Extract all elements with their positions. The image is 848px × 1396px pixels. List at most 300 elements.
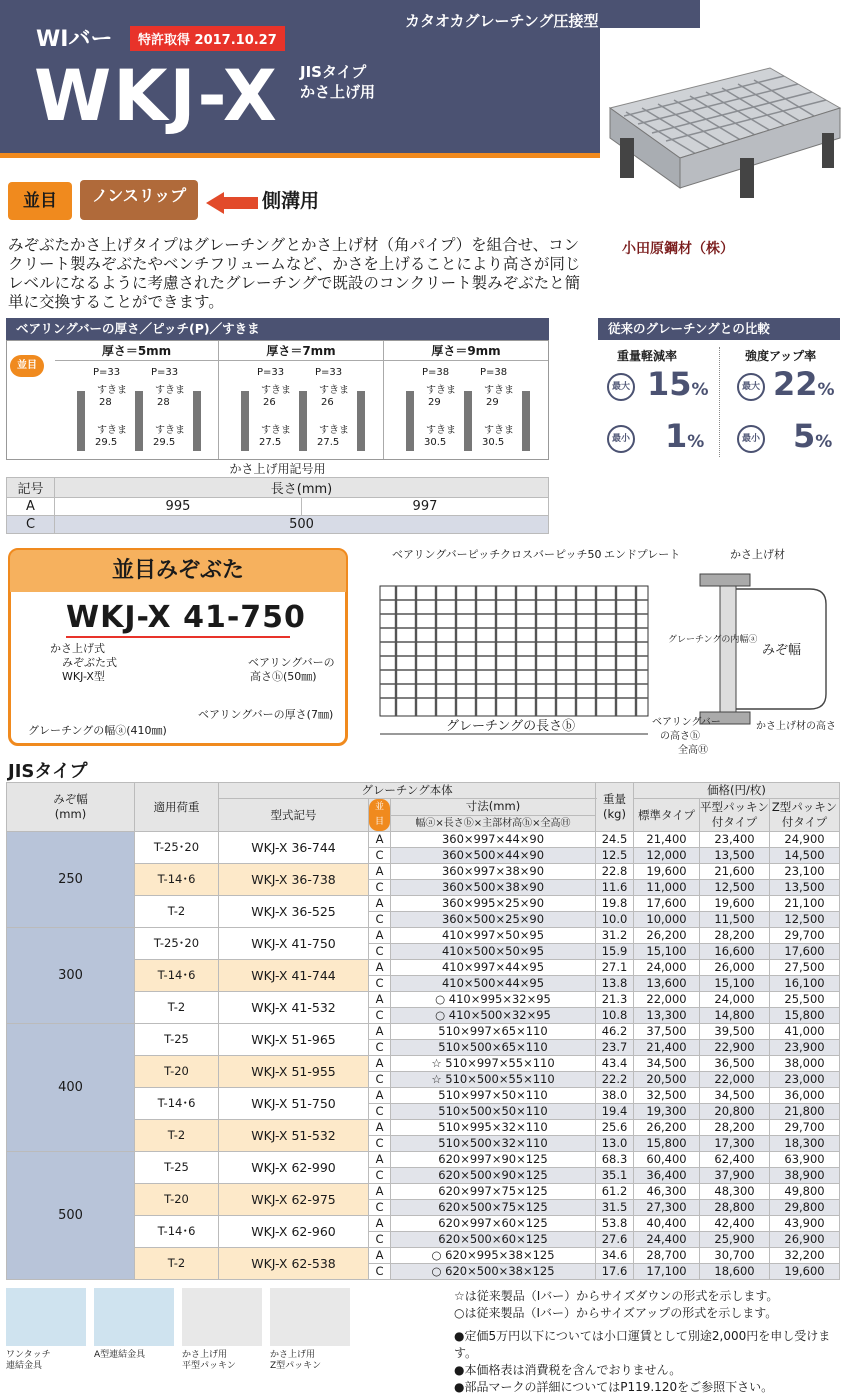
price-std-cell: 21,400	[634, 1040, 700, 1056]
price-flat-cell: 19,600	[700, 896, 770, 912]
card-annotation: グレーチングの幅ⓐ(410㎜)	[28, 724, 167, 737]
price-z-cell: 63,900	[770, 1152, 840, 1168]
weight-cell: 68.3	[596, 1152, 634, 1168]
pitch-label: P=38	[480, 367, 508, 378]
price-z-cell: 38,900	[770, 1168, 840, 1184]
card-annotation: 高さⓗ(50㎜)	[250, 670, 317, 683]
weight-max-value: 15	[647, 365, 692, 403]
price-z-cell: 21,100	[770, 896, 840, 912]
dim-cell: ○ 620×500×38×125	[391, 1264, 596, 1280]
model-cell: WKJ-X 62-960	[219, 1216, 369, 1248]
dim-cell: 510×997×65×110	[391, 1024, 596, 1040]
bearing-col-head: 厚さ＝7mm	[219, 341, 383, 361]
load-cell: T-2	[135, 992, 219, 1024]
load-cell: T-25･20	[135, 832, 219, 864]
price-std-cell: 24,400	[634, 1232, 700, 1248]
price-std-cell: 15,100	[634, 944, 700, 960]
namime-pill: 並目	[369, 799, 390, 831]
price-z-cell: 23,100	[770, 864, 840, 880]
col-weight-head: 重量 (kg)	[596, 783, 634, 832]
gap-value: 29.5	[153, 437, 176, 448]
pitch-label: P=33	[315, 367, 343, 378]
price-std-cell: 24,000	[634, 960, 700, 976]
product-photo	[600, 28, 848, 233]
divider	[719, 347, 720, 457]
model-cell: WKJ-X 51-532	[219, 1120, 369, 1152]
length-code-cell: C	[369, 976, 391, 992]
technical-drawing	[370, 544, 848, 759]
raise-length: 997	[301, 498, 548, 516]
gap-label: すきま	[155, 425, 185, 436]
model-cell: WKJ-X 62-538	[219, 1248, 369, 1280]
width-cell: 300	[7, 928, 135, 1024]
price-flat-cell: 42,400	[700, 1216, 770, 1232]
length-code-cell: A	[369, 832, 391, 848]
bearing-col-5mm	[55, 341, 219, 459]
weight-cell: 15.9	[596, 944, 634, 960]
drawing-label: ベアリングバーピッチ	[392, 548, 501, 561]
weight-cell: 24.5	[596, 832, 634, 848]
model-cell: WKJ-X 51-955	[219, 1056, 369, 1088]
length-code-cell: A	[369, 1216, 391, 1232]
price-z-cell: 13,500	[770, 880, 840, 896]
price-z-cell: 25,500	[770, 992, 840, 1008]
length-code-cell: A	[369, 960, 391, 976]
length-code-cell: A	[369, 1152, 391, 1168]
strength-max	[773, 365, 835, 403]
drawing-label: エンドプレート	[604, 548, 681, 561]
raise-code: C	[7, 516, 55, 534]
strength-min-value: 5	[793, 417, 816, 455]
weight-cell: 13.8	[596, 976, 634, 992]
dim-cell: 360×997×44×90	[391, 832, 596, 848]
weight-cell: 35.1	[596, 1168, 634, 1184]
drawing-label: みぞ幅	[762, 643, 802, 658]
length-code-cell: C	[369, 1264, 391, 1280]
raise-code: A	[7, 498, 55, 516]
price-flat-cell: 22,000	[700, 1072, 770, 1088]
load-cell: T-2	[135, 896, 219, 928]
price-flat-cell: 11,500	[700, 912, 770, 928]
bar-profile	[357, 391, 365, 451]
raise-code-table	[6, 460, 549, 534]
model-cell: WKJ-X 51-965	[219, 1024, 369, 1056]
drawing-label: かさ上げ材の高さ	[756, 721, 836, 732]
compare-title: 従来のグレーチングとの比較	[598, 318, 840, 340]
drawing-label: ベアリングバー	[652, 717, 721, 728]
weight-cell: 25.6	[596, 1120, 634, 1136]
gap-value: 29.5	[95, 437, 118, 448]
price-flat-cell: 62,400	[700, 1152, 770, 1168]
dim-cell: 410×500×44×95	[391, 976, 596, 992]
dim-cell: ○ 410×995×32×95	[391, 992, 596, 1008]
type-label: JISタイプ かさ上げ用	[300, 63, 376, 101]
note: ☆は従来製品（Iバー）からサイズダウンの形式を示します。	[454, 1289, 779, 1303]
price-flat-cell: 13,500	[700, 848, 770, 864]
thumb-caption: A型連結金具	[94, 1350, 146, 1360]
model-cell: WKJ-X 62-990	[219, 1152, 369, 1184]
price-flat-cell: 48,300	[700, 1184, 770, 1200]
price-z-cell: 19,600	[770, 1264, 840, 1280]
weight-cell: 23.7	[596, 1040, 634, 1056]
note: ●本価格表は消費税を含んでおりません。	[454, 1363, 682, 1377]
card-model: WKJ-X 41-750	[66, 600, 306, 635]
gap-label: すきま	[426, 425, 456, 436]
price-z-cell: 43,900	[770, 1216, 840, 1232]
gap-value: 28	[157, 397, 170, 408]
thumb-caption: かさ上げ用 Z型パッキン	[270, 1350, 322, 1371]
thumb-caption: ワンタッチ 連結金具	[6, 1350, 51, 1371]
drawing-label: グレーチングの長さⓑ	[446, 719, 576, 734]
dim-cell: ○ 620×995×38×125	[391, 1248, 596, 1264]
weight-cell: 10.8	[596, 1008, 634, 1024]
strength-label: 強度アップ率	[745, 349, 817, 363]
tag-namime: 並目	[8, 182, 72, 220]
weight-cell: 34.6	[596, 1248, 634, 1264]
gap-label: すきま	[484, 425, 514, 436]
col-z-head: Z型パッキン付タイプ	[770, 799, 840, 832]
bar-profile	[135, 391, 143, 451]
length-code-cell: C	[369, 1168, 391, 1184]
thumb-image	[270, 1288, 350, 1346]
dim-cell: ☆ 510×997×55×110	[391, 1056, 596, 1072]
price-flat-cell: 21,600	[700, 864, 770, 880]
price-std-cell: 17,600	[634, 896, 700, 912]
thumb-image	[94, 1288, 174, 1346]
price-flat-cell: 36,500	[700, 1056, 770, 1072]
price-std-cell: 12,000	[634, 848, 700, 864]
model-cell: WKJ-X 62-975	[219, 1184, 369, 1216]
gap-label: すきま	[97, 425, 127, 436]
length-code-cell: C	[369, 880, 391, 896]
note: ○は従来製品（Iバー）からサイズアップの形式を示します。	[454, 1306, 778, 1320]
price-std-cell: 21,400	[634, 832, 700, 848]
price-z-cell: 16,100	[770, 976, 840, 992]
width-cell: 500	[7, 1152, 135, 1280]
card-annotation: みぞぶた式	[62, 656, 117, 669]
price-flat-cell: 28,200	[700, 1120, 770, 1136]
col-price-head: 価格(円/枚)	[634, 783, 840, 799]
percent: %	[815, 432, 833, 452]
bearing-col-9mm	[384, 341, 548, 459]
price-std-cell: 26,200	[634, 1120, 700, 1136]
price-std-cell: 19,600	[634, 864, 700, 880]
price-z-cell: 18,300	[770, 1136, 840, 1152]
price-std-cell: 22,000	[634, 992, 700, 1008]
dim-cell: 510×500×65×110	[391, 1040, 596, 1056]
col-dim-sub: 幅ⓐ×長さⓑ×主部材高ⓗ×全高Ⓗ	[391, 815, 596, 832]
gap-label: すきま	[426, 385, 456, 396]
strength-min	[793, 417, 832, 455]
price-flat-cell: 28,800	[700, 1200, 770, 1216]
load-cell: T-14･6	[135, 864, 219, 896]
card-title: 並目みぞぶた	[10, 550, 346, 592]
gap-label: すきま	[97, 385, 127, 396]
price-flat-cell: 39,500	[700, 1024, 770, 1040]
price-z-cell: 14,500	[770, 848, 840, 864]
dim-cell: 410×997×44×95	[391, 960, 596, 976]
thumb-image	[6, 1288, 86, 1346]
price-std-cell: 60,400	[634, 1152, 700, 1168]
price-z-cell: 49,800	[770, 1184, 840, 1200]
model-cell: WKJ-X 51-750	[219, 1088, 369, 1120]
length-code-cell: C	[369, 1040, 391, 1056]
load-cell: T-25･20	[135, 928, 219, 960]
dim-cell: 510×500×32×110	[391, 1136, 596, 1152]
load-cell: T-14･6	[135, 960, 219, 992]
card-annotation: ベアリングバーの	[248, 656, 335, 669]
length-code-cell: A	[369, 1120, 391, 1136]
weight-cell: 38.0	[596, 1088, 634, 1104]
dim-cell: 620×500×60×125	[391, 1232, 596, 1248]
raise-code-h2: 長さ(mm)	[55, 478, 549, 498]
price-flat-cell: 25,900	[700, 1232, 770, 1248]
price-table	[6, 782, 840, 1280]
price-flat-cell: 34,500	[700, 1088, 770, 1104]
col-flat-head: 平型パッキン付タイプ	[700, 799, 770, 832]
dim-cell: 510×997×50×110	[391, 1088, 596, 1104]
thumb-image	[182, 1288, 262, 1346]
dim-cell: 620×997×60×125	[391, 1216, 596, 1232]
weight-cell: 19.8	[596, 896, 634, 912]
price-std-cell: 13,600	[634, 976, 700, 992]
gap-value: 29	[486, 397, 499, 408]
length-code-cell: A	[369, 992, 391, 1008]
price-std-cell: 27,300	[634, 1200, 700, 1216]
raise-code-title: かさ上げ用記号用	[229, 462, 326, 476]
dim-cell: 620×500×90×125	[391, 1168, 596, 1184]
card-annotation: かさ上げ式	[50, 642, 105, 655]
dim-cell: 620×997×75×125	[391, 1184, 596, 1200]
price-z-cell: 23,000	[770, 1072, 840, 1088]
length-code-cell: A	[369, 864, 391, 880]
col-body-head: グレーチング本体	[219, 783, 596, 799]
price-std-cell: 20,500	[634, 1072, 700, 1088]
price-std-cell: 32,500	[634, 1088, 700, 1104]
table-row	[7, 928, 840, 944]
price-z-cell: 36,000	[770, 1088, 840, 1104]
col-dim-head: 寸法(mm)	[391, 799, 596, 816]
card-annotation: ベアリングバーの厚さ(7㎜)	[198, 708, 334, 721]
price-z-cell: 17,600	[770, 944, 840, 960]
price-flat-cell: 24,000	[700, 992, 770, 1008]
weight-cell: 27.1	[596, 960, 634, 976]
length-code-cell: C	[369, 1136, 391, 1152]
price-std-cell: 34,500	[634, 1056, 700, 1072]
dim-cell: 360×997×38×90	[391, 864, 596, 880]
dim-cell: 620×997×90×125	[391, 1152, 596, 1168]
gap-value: 26	[321, 397, 334, 408]
bearing-col-head: 厚さ＝9mm	[384, 341, 548, 361]
col-std-head: 標準タイプ	[634, 799, 700, 832]
namime-pill: 並目	[10, 355, 44, 377]
pitch-label: P=33	[257, 367, 285, 378]
price-z-cell: 32,200	[770, 1248, 840, 1264]
col-width-head: みぞ幅 (mm)	[7, 783, 135, 832]
table-row	[7, 1152, 840, 1168]
price-std-cell: 26,200	[634, 928, 700, 944]
weight-cell: 61.2	[596, 1184, 634, 1200]
card-annotation: WKJ-X型	[62, 670, 105, 683]
bar-profile	[464, 391, 472, 451]
price-flat-cell: 18,600	[700, 1264, 770, 1280]
col-model-head: 型式記号	[219, 799, 369, 832]
weight-cell: 12.5	[596, 848, 634, 864]
length-code-cell: C	[369, 1200, 391, 1216]
gap-value: 27.5	[317, 437, 340, 448]
compare-panel	[598, 340, 840, 460]
gap-label: すきま	[155, 385, 185, 396]
raise-code-h1: 記号	[7, 478, 55, 498]
intro-text: みぞぶたかさ上げタイプはグレーチングとかさ上げ材（角パイプ）を組合せ、コンクリート製みぞぶたやベンチフリュームなど、かさを上げることにより高さが同じレベルになるように考慮されたグレーチングで既設のコンクリート製みぞぶたと簡単に交換することができます。	[8, 236, 581, 311]
length-code-cell: A	[369, 1184, 391, 1200]
price-flat-cell: 14,800	[700, 1008, 770, 1024]
price-flat-cell: 15,100	[700, 976, 770, 992]
weight-cell: 11.6	[596, 880, 634, 896]
price-z-cell: 29,700	[770, 1120, 840, 1136]
weight-cell: 31.2	[596, 928, 634, 944]
jis-section-title: JISタイプ	[8, 761, 88, 782]
bearing-col-head: 厚さ＝5mm	[55, 341, 218, 361]
bar-profile	[241, 391, 249, 451]
model-underline	[66, 636, 290, 638]
model-cell: WKJ-X 41-532	[219, 992, 369, 1024]
bar-profile	[522, 391, 530, 451]
length-code-cell: C	[369, 1008, 391, 1024]
weight-cell: 27.6	[596, 1232, 634, 1248]
bar-profile	[406, 391, 414, 451]
model-cell: WKJ-X 41-750	[219, 928, 369, 960]
price-z-cell: 29,700	[770, 928, 840, 944]
pitch-label: P=38	[422, 367, 450, 378]
drawing-label: かさ上げ材	[730, 548, 785, 561]
price-z-cell: 15,800	[770, 1008, 840, 1024]
table-row	[7, 832, 840, 848]
gap-label: すきま	[484, 385, 514, 396]
price-std-cell: 36,400	[634, 1168, 700, 1184]
drawing-label: グレーチングの内幅ⓐ	[668, 635, 758, 645]
price-table-body	[7, 832, 840, 1280]
price-flat-cell: 23,400	[700, 832, 770, 848]
length-code-cell: C	[369, 944, 391, 960]
weight-cell: 53.8	[596, 1216, 634, 1232]
weight-cell: 13.0	[596, 1136, 634, 1152]
price-z-cell: 24,900	[770, 832, 840, 848]
price-std-cell: 46,300	[634, 1184, 700, 1200]
weight-cell: 17.6	[596, 1264, 634, 1280]
weight-cell: 31.5	[596, 1200, 634, 1216]
length-code-cell: C	[369, 1232, 391, 1248]
col-load-head: 適用荷重	[135, 783, 219, 832]
gap-value: 26	[263, 397, 276, 408]
bar-profile	[299, 391, 307, 451]
load-cell: T-14･6	[135, 1216, 219, 1248]
arrow-shaft	[222, 197, 258, 209]
pitch-label: P=33	[151, 367, 179, 378]
gap-value: 27.5	[259, 437, 282, 448]
pitch-label: P=33	[93, 367, 121, 378]
price-std-cell: 40,400	[634, 1216, 700, 1232]
price-std-cell: 37,500	[634, 1024, 700, 1040]
table-row	[7, 1024, 840, 1040]
price-flat-cell: 16,600	[700, 944, 770, 960]
length-code-cell: A	[369, 896, 391, 912]
price-std-cell: 11,000	[634, 880, 700, 896]
load-cell: T-20	[135, 1184, 219, 1216]
max-badge: 最大	[737, 373, 765, 401]
percent: %	[817, 380, 835, 400]
load-cell: T-2	[135, 1248, 219, 1280]
price-std-cell: 13,300	[634, 1008, 700, 1024]
percent: %	[691, 380, 709, 400]
weight-max	[647, 365, 709, 403]
gap-value: 30.5	[482, 437, 505, 448]
length-code-cell: C	[369, 1072, 391, 1088]
subtitle: カタオカグレーチング圧接型	[405, 12, 599, 30]
length-code-cell: A	[369, 1056, 391, 1072]
price-z-cell: 26,900	[770, 1232, 840, 1248]
min-badge: 最小	[607, 425, 635, 453]
thumb-caption: かさ上げ用 平型パッキン	[182, 1350, 236, 1371]
length-code-cell: C	[369, 848, 391, 864]
weight-cell: 10.0	[596, 912, 634, 928]
weight-min-value: 1	[665, 417, 688, 455]
length-code-cell: A	[369, 1024, 391, 1040]
price-z-cell: 27,500	[770, 960, 840, 976]
load-cell: T-14･6	[135, 1088, 219, 1120]
tag-nonslip: ノンスリップ	[80, 180, 198, 220]
length-code-cell: A	[369, 928, 391, 944]
price-z-cell: 12,500	[770, 912, 840, 928]
drawing-label: 全高Ⓗ	[678, 745, 708, 756]
price-std-cell: 15,800	[634, 1136, 700, 1152]
patent-badge: 特許取得 2017.10.27	[130, 26, 285, 51]
price-flat-cell: 37,900	[700, 1168, 770, 1184]
model-cell: WKJ-X 36-744	[219, 832, 369, 864]
bar-profile	[193, 391, 201, 451]
width-cell: 250	[7, 832, 135, 928]
model-cell: WKJ-X 36-525	[219, 896, 369, 928]
weight-cell: 22.2	[596, 1072, 634, 1088]
price-flat-cell: 20,800	[700, 1104, 770, 1120]
load-cell: T-20	[135, 1056, 219, 1088]
bearing-col-7mm	[219, 341, 384, 459]
gap-label: すきま	[319, 385, 349, 396]
price-z-cell: 23,900	[770, 1040, 840, 1056]
parts-thumbnails	[6, 1288, 376, 1373]
model-cell: WKJ-X 36-738	[219, 864, 369, 896]
weight-cell: 43.4	[596, 1056, 634, 1072]
gap-value: 30.5	[424, 437, 447, 448]
dim-cell: 360×500×25×90	[391, 912, 596, 928]
price-flat-cell: 17,300	[700, 1136, 770, 1152]
strength-max-value: 22	[773, 365, 818, 403]
notes	[454, 1288, 844, 1396]
price-std-cell: 17,100	[634, 1264, 700, 1280]
series-label: WIバー	[36, 27, 113, 52]
price-std-cell: 10,000	[634, 912, 700, 928]
price-flat-cell: 30,700	[700, 1248, 770, 1264]
drawing-label: クロスバーピッチ50	[500, 548, 602, 561]
load-cell: T-2	[135, 1120, 219, 1152]
price-flat-cell: 28,200	[700, 928, 770, 944]
dim-cell: 410×500×50×95	[391, 944, 596, 960]
price-z-cell: 29,800	[770, 1200, 840, 1216]
percent: %	[687, 432, 705, 452]
dim-cell: 360×500×44×90	[391, 848, 596, 864]
width-cell: 400	[7, 1024, 135, 1152]
weight-cell: 46.2	[596, 1024, 634, 1040]
